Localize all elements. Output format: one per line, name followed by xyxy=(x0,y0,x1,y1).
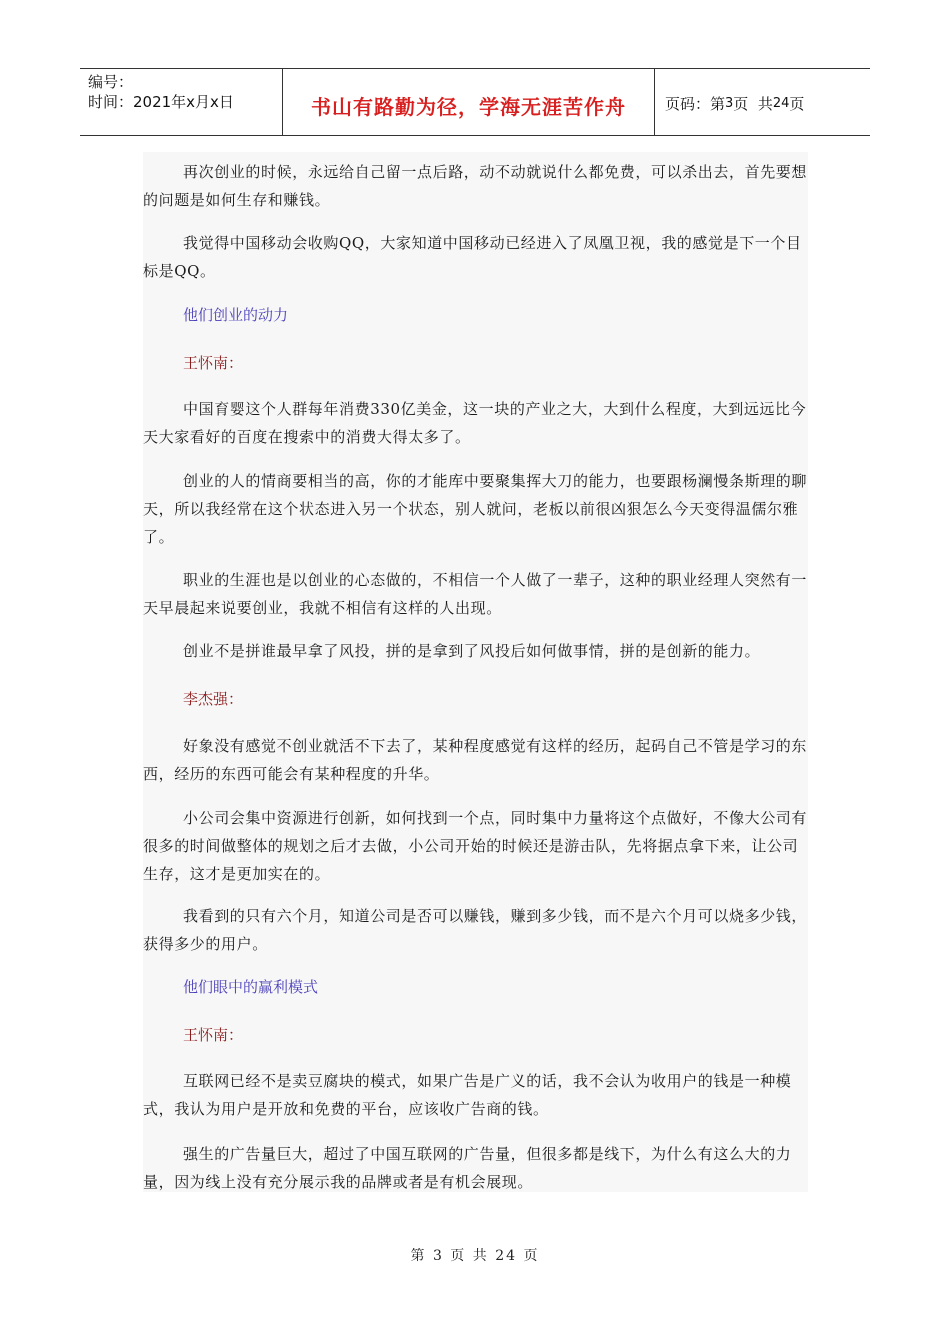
page-current: 3 xyxy=(725,95,734,111)
header-meta xyxy=(80,69,283,135)
paragraph: 再次创业的时候，永远给自己留一点后路，动不动就说什么都免费，可以杀出去，首先要想的问题是如何生存和赚钱。 xyxy=(143,163,808,209)
article-body xyxy=(143,152,808,1192)
section-heading: 他们创业的动力 xyxy=(183,306,289,324)
page-suffix: 页 xyxy=(789,94,805,113)
speaker-name: 王怀南： xyxy=(183,1026,244,1044)
speaker-name: 王怀南： xyxy=(183,354,244,372)
paragraph: 创业不是拼谁最早拿了风投，拼的是拿到了风投后如何做事情，拼的是创新的能力。 xyxy=(183,642,761,660)
header-motto: 书山有路勤为径，学海无涯苦作舟 xyxy=(283,69,655,135)
paragraph: 强生的广告量巨大，超过了中国互联网的广告量，但很多都是线下，为什么有这么大的力量，因为线上没有充分展示我的品牌或者是有机会展现。 xyxy=(143,1145,792,1191)
header-page-info xyxy=(655,69,870,135)
section-heading: 他们眼中的赢利模式 xyxy=(183,978,319,996)
paragraph: 创业的人的情商要相当的高，你的才能库中要聚集挥大刀的能力，也要跟杨澜慢条斯理的聊天，所以我经常在这个状态进入另一个状态，别人就问，老板以前很凶狠怎么今天变得温儒尔雅了。 xyxy=(143,472,808,546)
page-total: 24 xyxy=(772,95,790,111)
speaker-name: 李杰强： xyxy=(183,690,244,708)
page-prefix: 页码：第 xyxy=(665,94,726,113)
paragraph: 中国育婴这个人群每年消费330亿美金，这一块的产业之大，大到什么程度，大到远远比今天大家看好的百度在搜索中的消费大得太多了。 xyxy=(143,400,807,446)
page-footer: 第 3 页 共 24 页 xyxy=(410,1248,540,1264)
page-mid: 页 共 xyxy=(733,94,773,113)
paragraph: 我看到的只有六个月，知道公司是否可以赚钱，赚到多少钱，而不是六个月可以烧多少钱，获得多少的用户。 xyxy=(143,907,808,953)
paragraph: 我觉得中国移动会收购QQ，大家知道中国移动已经进入了凤凰卫视，我的感觉是下一个目标是QQ。 xyxy=(143,234,802,280)
number-label: 编号： xyxy=(88,73,134,91)
paragraph: 互联网已经不是卖豆腐块的模式，如果广告是广义的话，我不会认为收用户的钱是一种模式，我认为用户是开放和免费的平台，应该收广告商的钱。 xyxy=(143,1072,792,1118)
document-header xyxy=(80,68,870,136)
paragraph: 职业的生涯也是以创业的心态做的，不相信一个人做了一辈子，这种的职业经理人突然有一天早晨起来说要创业，我就不相信有这样的人出现。 xyxy=(143,571,808,617)
paragraph: 小公司会集中资源进行创新，如何找到一个点，同时集中力量将这个点做好，不像大公司有很多的时间做整体的规划之后才去做，小公司开始的时候还是游击队，先将据点拿下来，让公司生存，这才是更加实在的。 xyxy=(143,809,808,883)
paragraph: 好象没有感觉不创业就活不下去了，某种程度感觉有这样的经历，起码自己不管是学习的东西，经历的东西可能会有某种程度的升华。 xyxy=(143,737,808,783)
time-label: 时间：2021年x月x日 xyxy=(88,93,234,111)
